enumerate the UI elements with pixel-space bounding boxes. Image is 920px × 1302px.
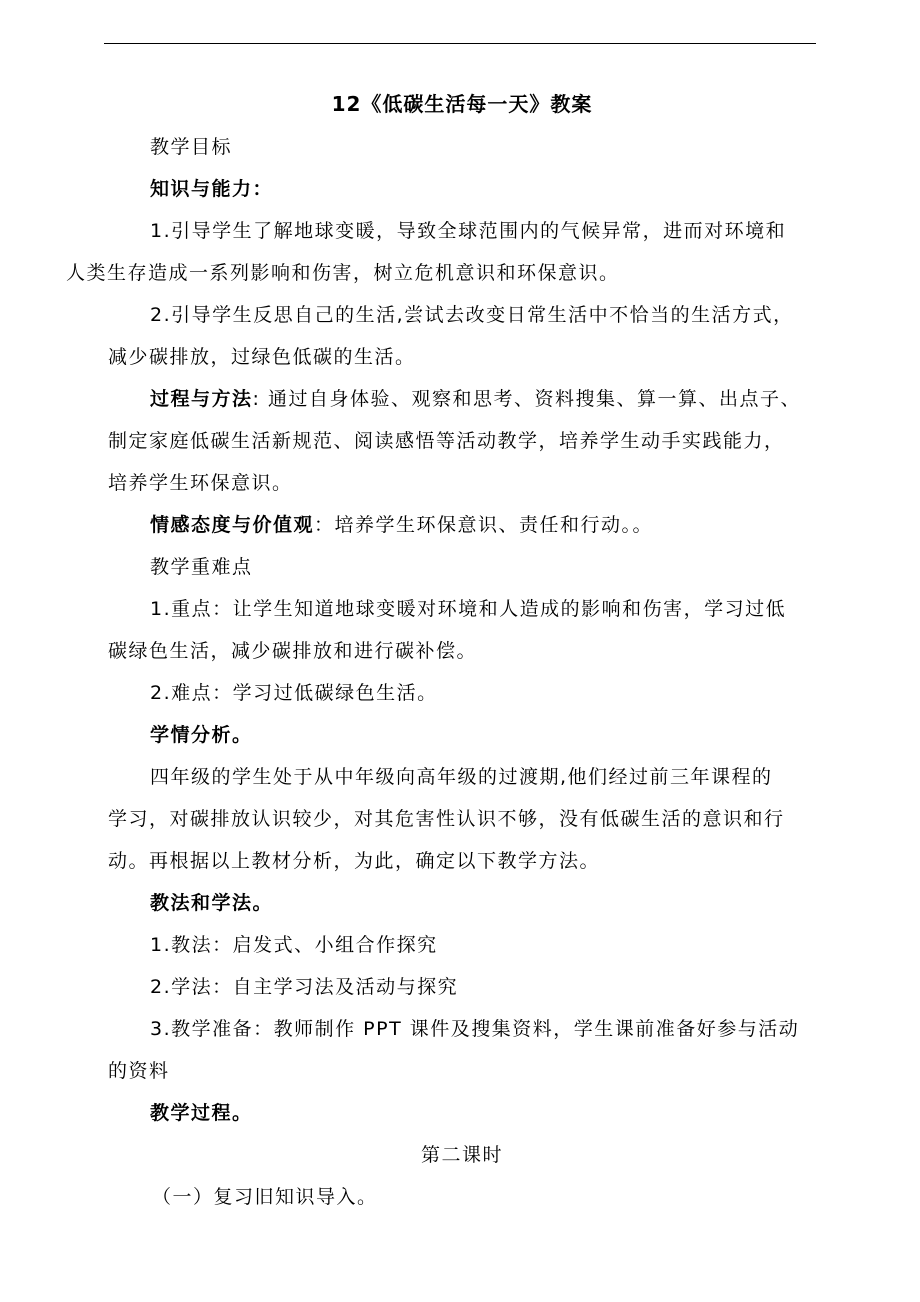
analysis-line3: 动。再根据以上教材分析，为此，确定以下教学方法。 — [108, 850, 601, 872]
process-method-line2: 制定家庭低碳生活新规范、阅读感悟等活动教学，培养学生动手实践能力， — [108, 430, 785, 452]
knowledge-item-2-line2: 减少碳排放，过绿色低碳的生活。 — [108, 346, 416, 368]
method-3-line2: 的资料 — [108, 1060, 170, 1082]
emotion-label: 情感态度与价值观 — [150, 514, 315, 536]
knowledge-item-1-line1: 1.引导学生了解地球变暖，导致全球范围内的气候异常，进而对环境和 — [150, 220, 787, 242]
analysis-line2: 学习，对碳排放认识较少，对其危害性认识不够，没有低碳生活的意识和行 — [108, 808, 785, 830]
key-point-1-line2: 碳绿色生活，减少碳排放和进行碳补偿。 — [108, 640, 478, 662]
document-body — [66, 86, 816, 1218]
emotion-paragraph — [108, 504, 816, 546]
knowledge-item-2-line1: 2.引导学生反思自己的生活,尝试去改变日常生活中不恰当的生活方式， — [150, 304, 794, 326]
lesson-label: 第二课时 — [420, 1144, 503, 1166]
key-point-1-line1: 1.重点：让学生知道地球变暖对环境和人造成的影响和伤害，学习过低 — [150, 598, 787, 620]
methods-heading: 教法和学法。 — [150, 892, 274, 914]
section-1-heading: （一）复习旧知识导入。 — [152, 1186, 378, 1208]
knowledge-item-1-line2: 人类生存造成一系列影响和伤害，树立危机意识和环保意识。 — [66, 262, 620, 284]
process-method-label: 过程与方法 — [150, 388, 253, 410]
analysis-line1: 四年级的学生处于从中年级向高年级的过渡期,他们经过前三年课程的 — [150, 766, 773, 788]
method-3 — [108, 1008, 816, 1092]
emotion-text: ：培养学生环保意识、责任和行动。。 — [314, 514, 654, 536]
process-method-line3: 培养学生环保意识。 — [108, 472, 293, 494]
key-points-heading: 教学重难点 — [150, 556, 253, 578]
method-2: 2.学法：自主学习法及活动与探究 — [150, 976, 459, 998]
knowledge-heading: 知识与能力： — [150, 178, 274, 200]
analysis-heading: 学情分析。 — [150, 724, 253, 746]
knowledge-item-1 — [66, 210, 816, 294]
teaching-goals-heading: 教学目标 — [150, 136, 233, 158]
method-1: 1.教法：启发式、小组合作探究 — [150, 934, 438, 956]
document-title: 12《低碳生活每一天》教案 — [331, 92, 593, 116]
key-point-2: 2.难点：学习过低碳绿色生活。 — [150, 682, 438, 704]
knowledge-item-2 — [108, 294, 816, 378]
header-rule — [104, 43, 816, 44]
teaching-process-heading: 教学过程。 — [150, 1102, 253, 1124]
method-3-line1: 3.教学准备：教师制作 PPT 课件及搜集资料，学生课前准备好参与活动 — [150, 1018, 800, 1040]
process-method-line1: : 通过自身体验、观察和思考、资料搜集、算一算、出点子、 — [252, 388, 801, 410]
analysis-paragraph — [108, 756, 816, 882]
key-point-1 — [108, 588, 816, 672]
process-method-paragraph — [108, 378, 816, 504]
